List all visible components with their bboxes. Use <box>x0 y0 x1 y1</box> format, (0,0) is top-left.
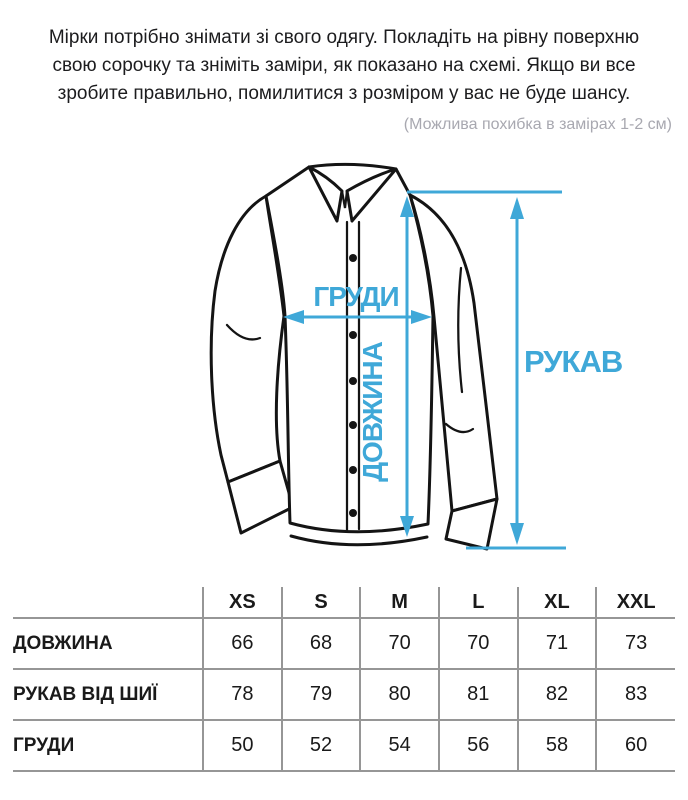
column-header-m: M <box>360 587 439 618</box>
column-header-xs: XS <box>203 587 282 618</box>
column-header-l: L <box>439 587 518 618</box>
row-label-sleeve: РУКАВ ВІД ШИЇ <box>13 669 203 720</box>
size-table-header-row <box>13 587 675 618</box>
cell-sleeve-xxl: 83 <box>596 669 675 720</box>
cell-length-xl: 71 <box>518 618 597 669</box>
cell-length-xs: 66 <box>203 618 282 669</box>
cell-chest-l: 56 <box>439 720 518 771</box>
cell-sleeve-m: 80 <box>360 669 439 720</box>
hem-band <box>291 536 427 545</box>
row-label-length: ДОВЖИНА <box>13 618 203 669</box>
cell-length-m: 70 <box>360 618 439 669</box>
table-row-chest <box>13 720 675 771</box>
length-label: ДОВЖИНА <box>357 342 388 482</box>
table-row-length <box>13 618 675 669</box>
cell-sleeve-xs: 78 <box>203 669 282 720</box>
cell-sleeve-s: 79 <box>282 669 361 720</box>
column-header-xxl: XXL <box>596 587 675 618</box>
cell-chest-s: 52 <box>282 720 361 771</box>
cell-chest-xl: 58 <box>518 720 597 771</box>
shirt-drawing <box>211 164 497 549</box>
size-table <box>13 587 675 772</box>
cell-sleeve-xl: 82 <box>518 669 597 720</box>
cell-sleeve-l: 81 <box>439 669 518 720</box>
shirt-measurement-diagram <box>0 150 688 585</box>
column-header-s: S <box>282 587 361 618</box>
cell-chest-xs: 50 <box>203 720 282 771</box>
tolerance-note: (Можлива похибка в замірах 1-2 см) <box>403 116 672 133</box>
cell-chest-m: 54 <box>360 720 439 771</box>
column-header-xl: XL <box>518 587 597 618</box>
cell-length-xxl: 73 <box>596 618 675 669</box>
sleeve-arrow <box>510 197 524 545</box>
cell-length-s: 68 <box>282 618 361 669</box>
instruction-paragraph: Мірки потрібно знімати зі свого одягу. Покладіть на рівну поверхню свою сорочку та зніміть заміри, як показано на схемі. Якщо ви все зробите правильно, помилитися з розміром у вас не буде шансу. <box>48 27 640 104</box>
corner-cell <box>13 587 203 618</box>
cell-length-l: 70 <box>439 618 518 669</box>
row-label-chest: ГРУДИ <box>13 720 203 771</box>
sleeve-label: РУКАВ <box>524 344 623 379</box>
table-row-sleeve <box>13 669 675 720</box>
cell-chest-xxl: 60 <box>596 720 675 771</box>
chest-label: ГРУДИ <box>313 281 399 312</box>
